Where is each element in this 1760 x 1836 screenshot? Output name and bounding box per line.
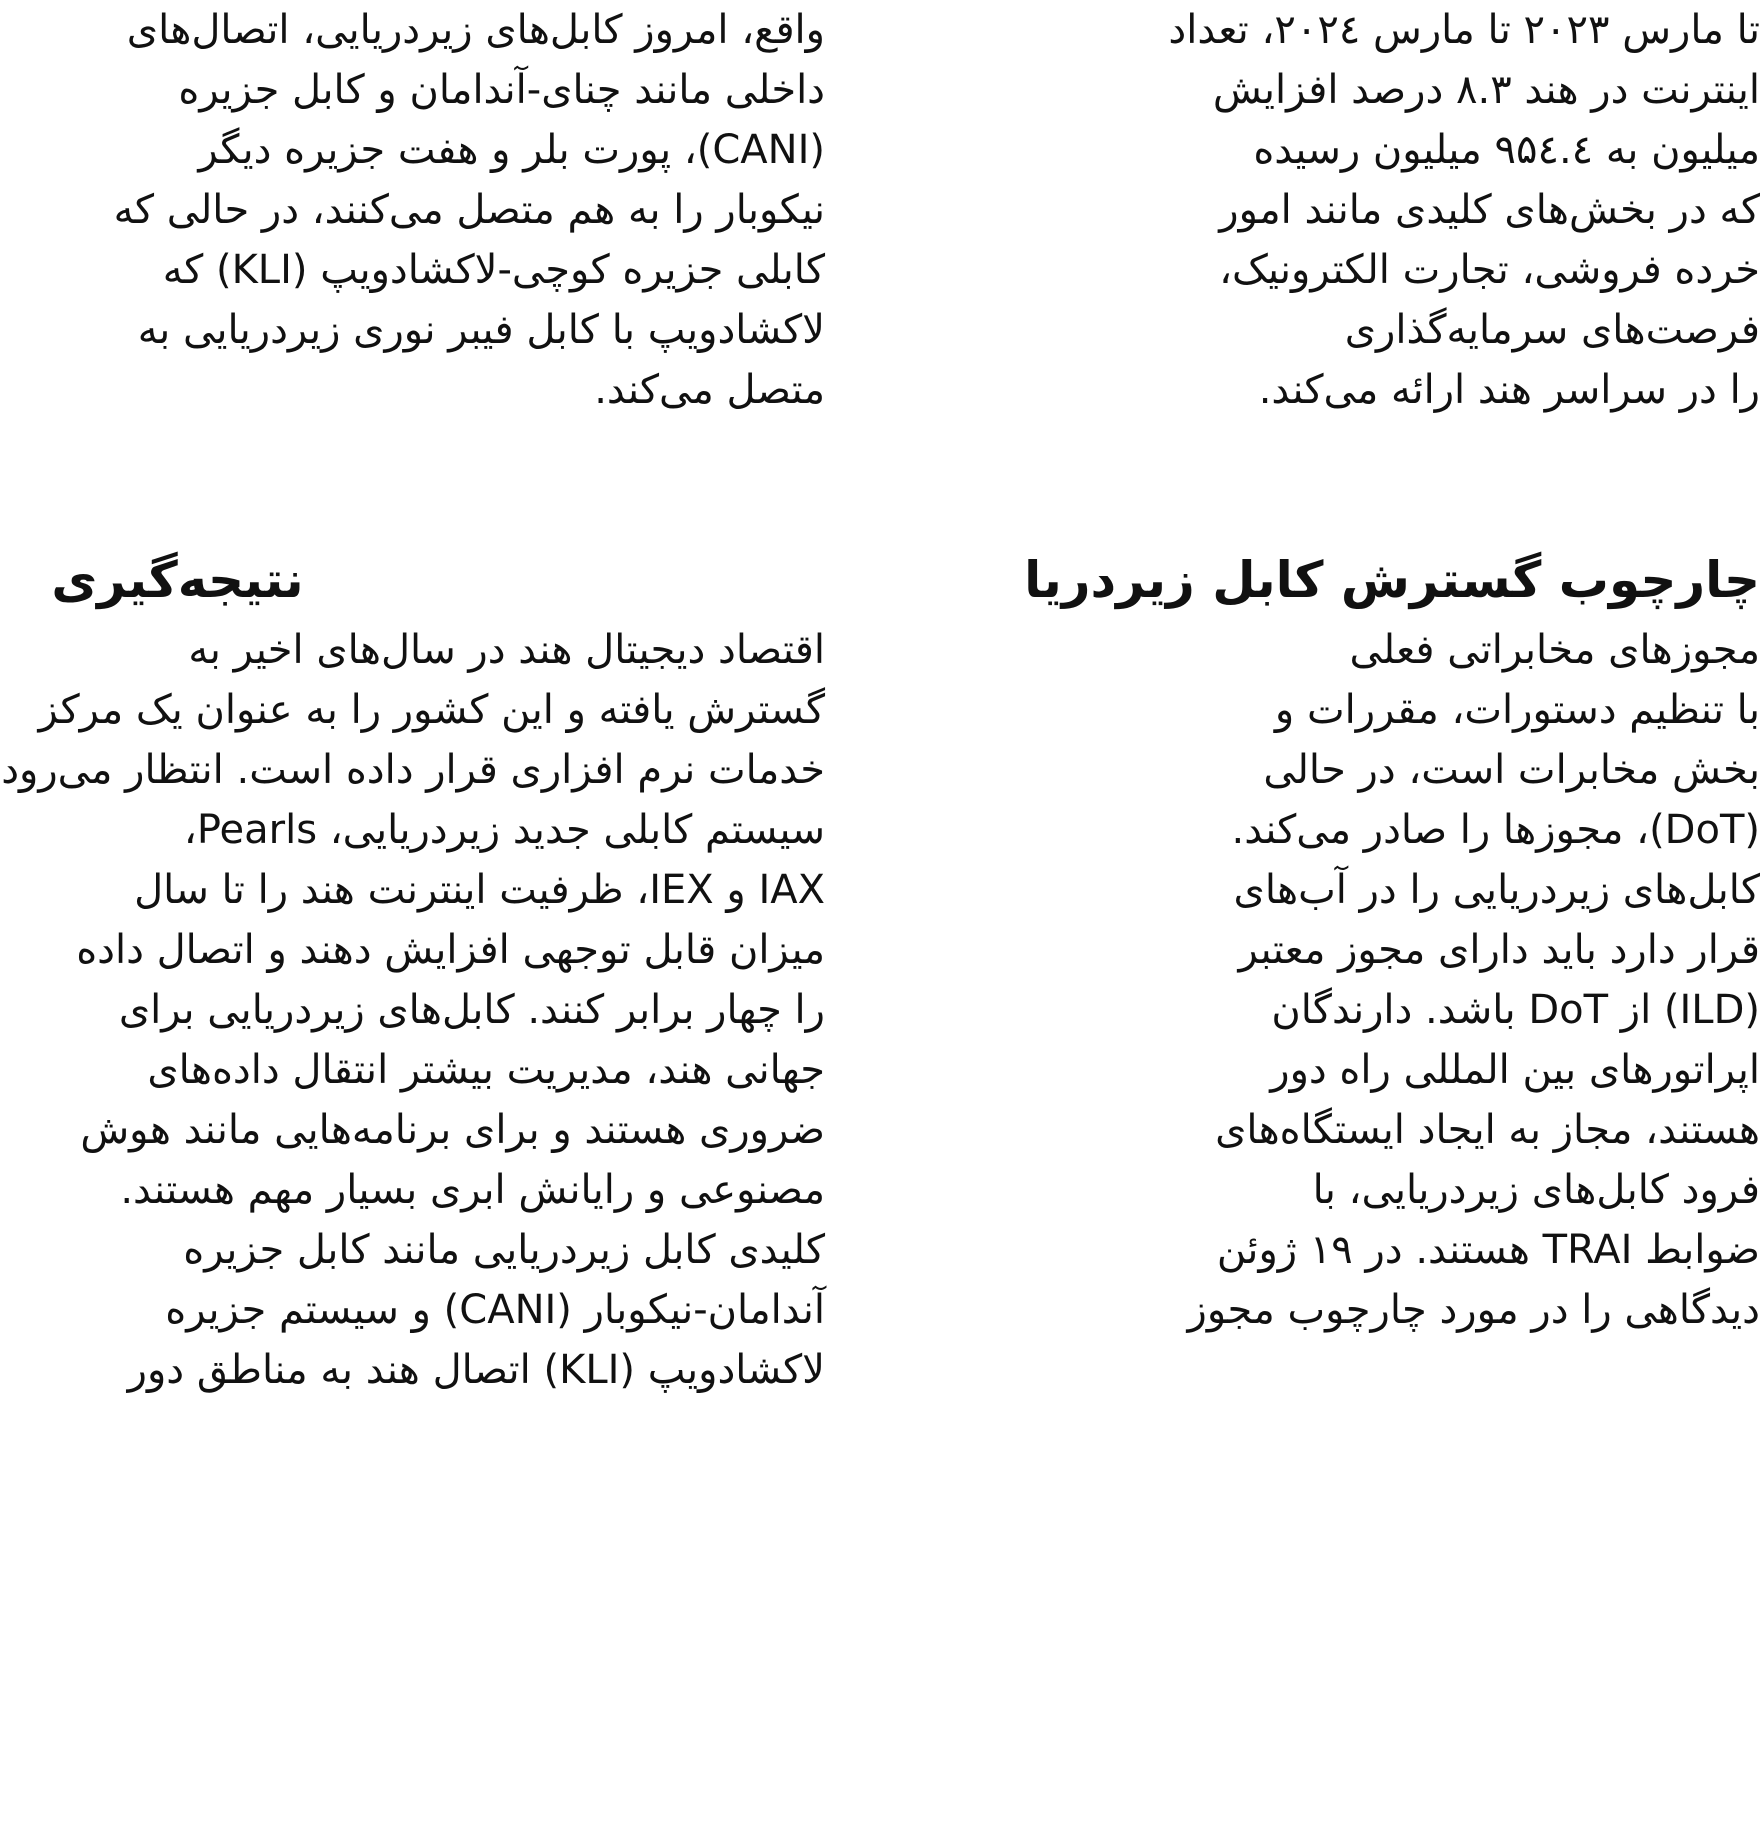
- text-line: فرود کابل‌های زیردریایی، با: [1312, 1167, 1760, 1213]
- text-line: کابل‌های زیردریایی را در آب‌های: [1233, 867, 1760, 913]
- paragraph-conclusion: [0, 620, 825, 1400]
- text-line: خدمات نرم افزاری قرار داده است. انتظار می‌رود: [1, 747, 825, 793]
- text-column-left: [0, 0, 825, 1836]
- text-line: واقع، امروز کابل‌های زیردریایی، اتصال‌های: [126, 7, 825, 53]
- text-line: بخش مخابرات است، در حالی: [1263, 747, 1760, 793]
- text-line: را در سراسر هند ارائه می‌کند.: [1258, 367, 1760, 413]
- text-line: را چهار برابر کنند. کابل‌های زیردریایی برای: [118, 987, 825, 1033]
- text-line: (ILD) از DoT باشد. دارندگان: [1271, 987, 1760, 1033]
- text-line: کلیدی کابل زیردریایی مانند کابل جزیره: [183, 1227, 825, 1273]
- text-line: تا مارس ۲۰۲۳ تا مارس ۲۰۲٤، تعداد: [1168, 7, 1760, 53]
- paragraph-top-left: [0, 0, 825, 420]
- text-line: ضروری هستند و برای برنامه‌هایی مانند هوش: [80, 1107, 825, 1153]
- section-heading-cable-framework: چارچوب گسترش کابل زیردریا: [1024, 551, 1760, 609]
- text-line: سیستم کابلی جدید زیردریایی، Pearls،: [183, 807, 825, 853]
- text-line: میلیون به ۹۵٤.٤ میلیون رسیده: [1253, 127, 1760, 173]
- text-line: که در بخش‌های کلیدی مانند امور: [1219, 187, 1760, 233]
- text-line: با تنظیم دستورات، مقررات و: [1274, 687, 1760, 733]
- text-line: کابلی جزیره کوچی-لاکشادویپ (KLI) که: [162, 247, 825, 293]
- section-gap: [930, 420, 1760, 540]
- text-line: قرار دارد باید دارای مجوز معتبر: [1238, 927, 1760, 973]
- section-gap: [0, 420, 825, 540]
- text-line: مجوزهای مخابراتی فعلی: [1349, 627, 1760, 673]
- text-line: فرصت‌های سرمایه‌گذاری: [1344, 307, 1760, 353]
- paragraph-top-right: [930, 0, 1760, 420]
- text-line: لاکشادویپ با کابل فیبر نوری زیردریایی به: [137, 307, 825, 353]
- text-line: مصنوعی و رایانش ابری بسیار مهم هستند.: [120, 1167, 825, 1213]
- text-line: (CANI)، پورت بلر و هفت جزیره دیگر: [198, 127, 825, 173]
- text-line: میزان قابل توجهی افزایش دهند و اتصال داده: [76, 927, 825, 973]
- text-column-right: [930, 0, 1760, 1836]
- text-line: آندامان-نیکوبار (CANI) و سیستم جزیره: [165, 1287, 825, 1333]
- text-line: هستند، مجاز به ایجاد ایستگاه‌های: [1215, 1107, 1760, 1153]
- text-line: متصل می‌کند.: [594, 367, 825, 413]
- text-line: ضوابط TRAI هستند. در ۱۹ ژوئن: [1216, 1227, 1760, 1273]
- text-line: نیکوبار را به هم متصل می‌کنند، در حالی که: [113, 187, 825, 233]
- text-line: لاکشادویپ (KLI) اتصال هند به مناطق دور: [127, 1347, 825, 1393]
- paragraph-cable-framework: [930, 620, 1760, 1340]
- text-line: IAX و IEX، ظرفیت اینترنت هند را تا سال: [134, 867, 825, 913]
- text-line: اینترنت در هند ۸.۳ درصد افزایش: [1212, 67, 1760, 113]
- text-line: خرده فروشی، تجارت الکترونیک،: [1219, 247, 1760, 293]
- text-line: گسترش یافته و این کشور را به عنوان یک مرکز: [38, 687, 825, 733]
- section-heading-conclusion: نتیجه‌گیری: [51, 551, 304, 609]
- text-line: اپراتورهای بین المللی راه دور: [1270, 1047, 1760, 1093]
- text-line: داخلی مانند چنای-آندامان و کابل جزیره: [178, 67, 825, 113]
- text-line: (DoT)، مجوزها را صادر می‌کند.: [1231, 807, 1760, 853]
- text-line: اقتصاد دیجیتال هند در سال‌های اخیر به: [188, 627, 825, 673]
- text-line: جهانی هند، مدیریت بیشتر انتقال داده‌های: [147, 1047, 825, 1093]
- text-line: دیدگاهی را در مورد چارچوب مجوز: [1187, 1287, 1760, 1333]
